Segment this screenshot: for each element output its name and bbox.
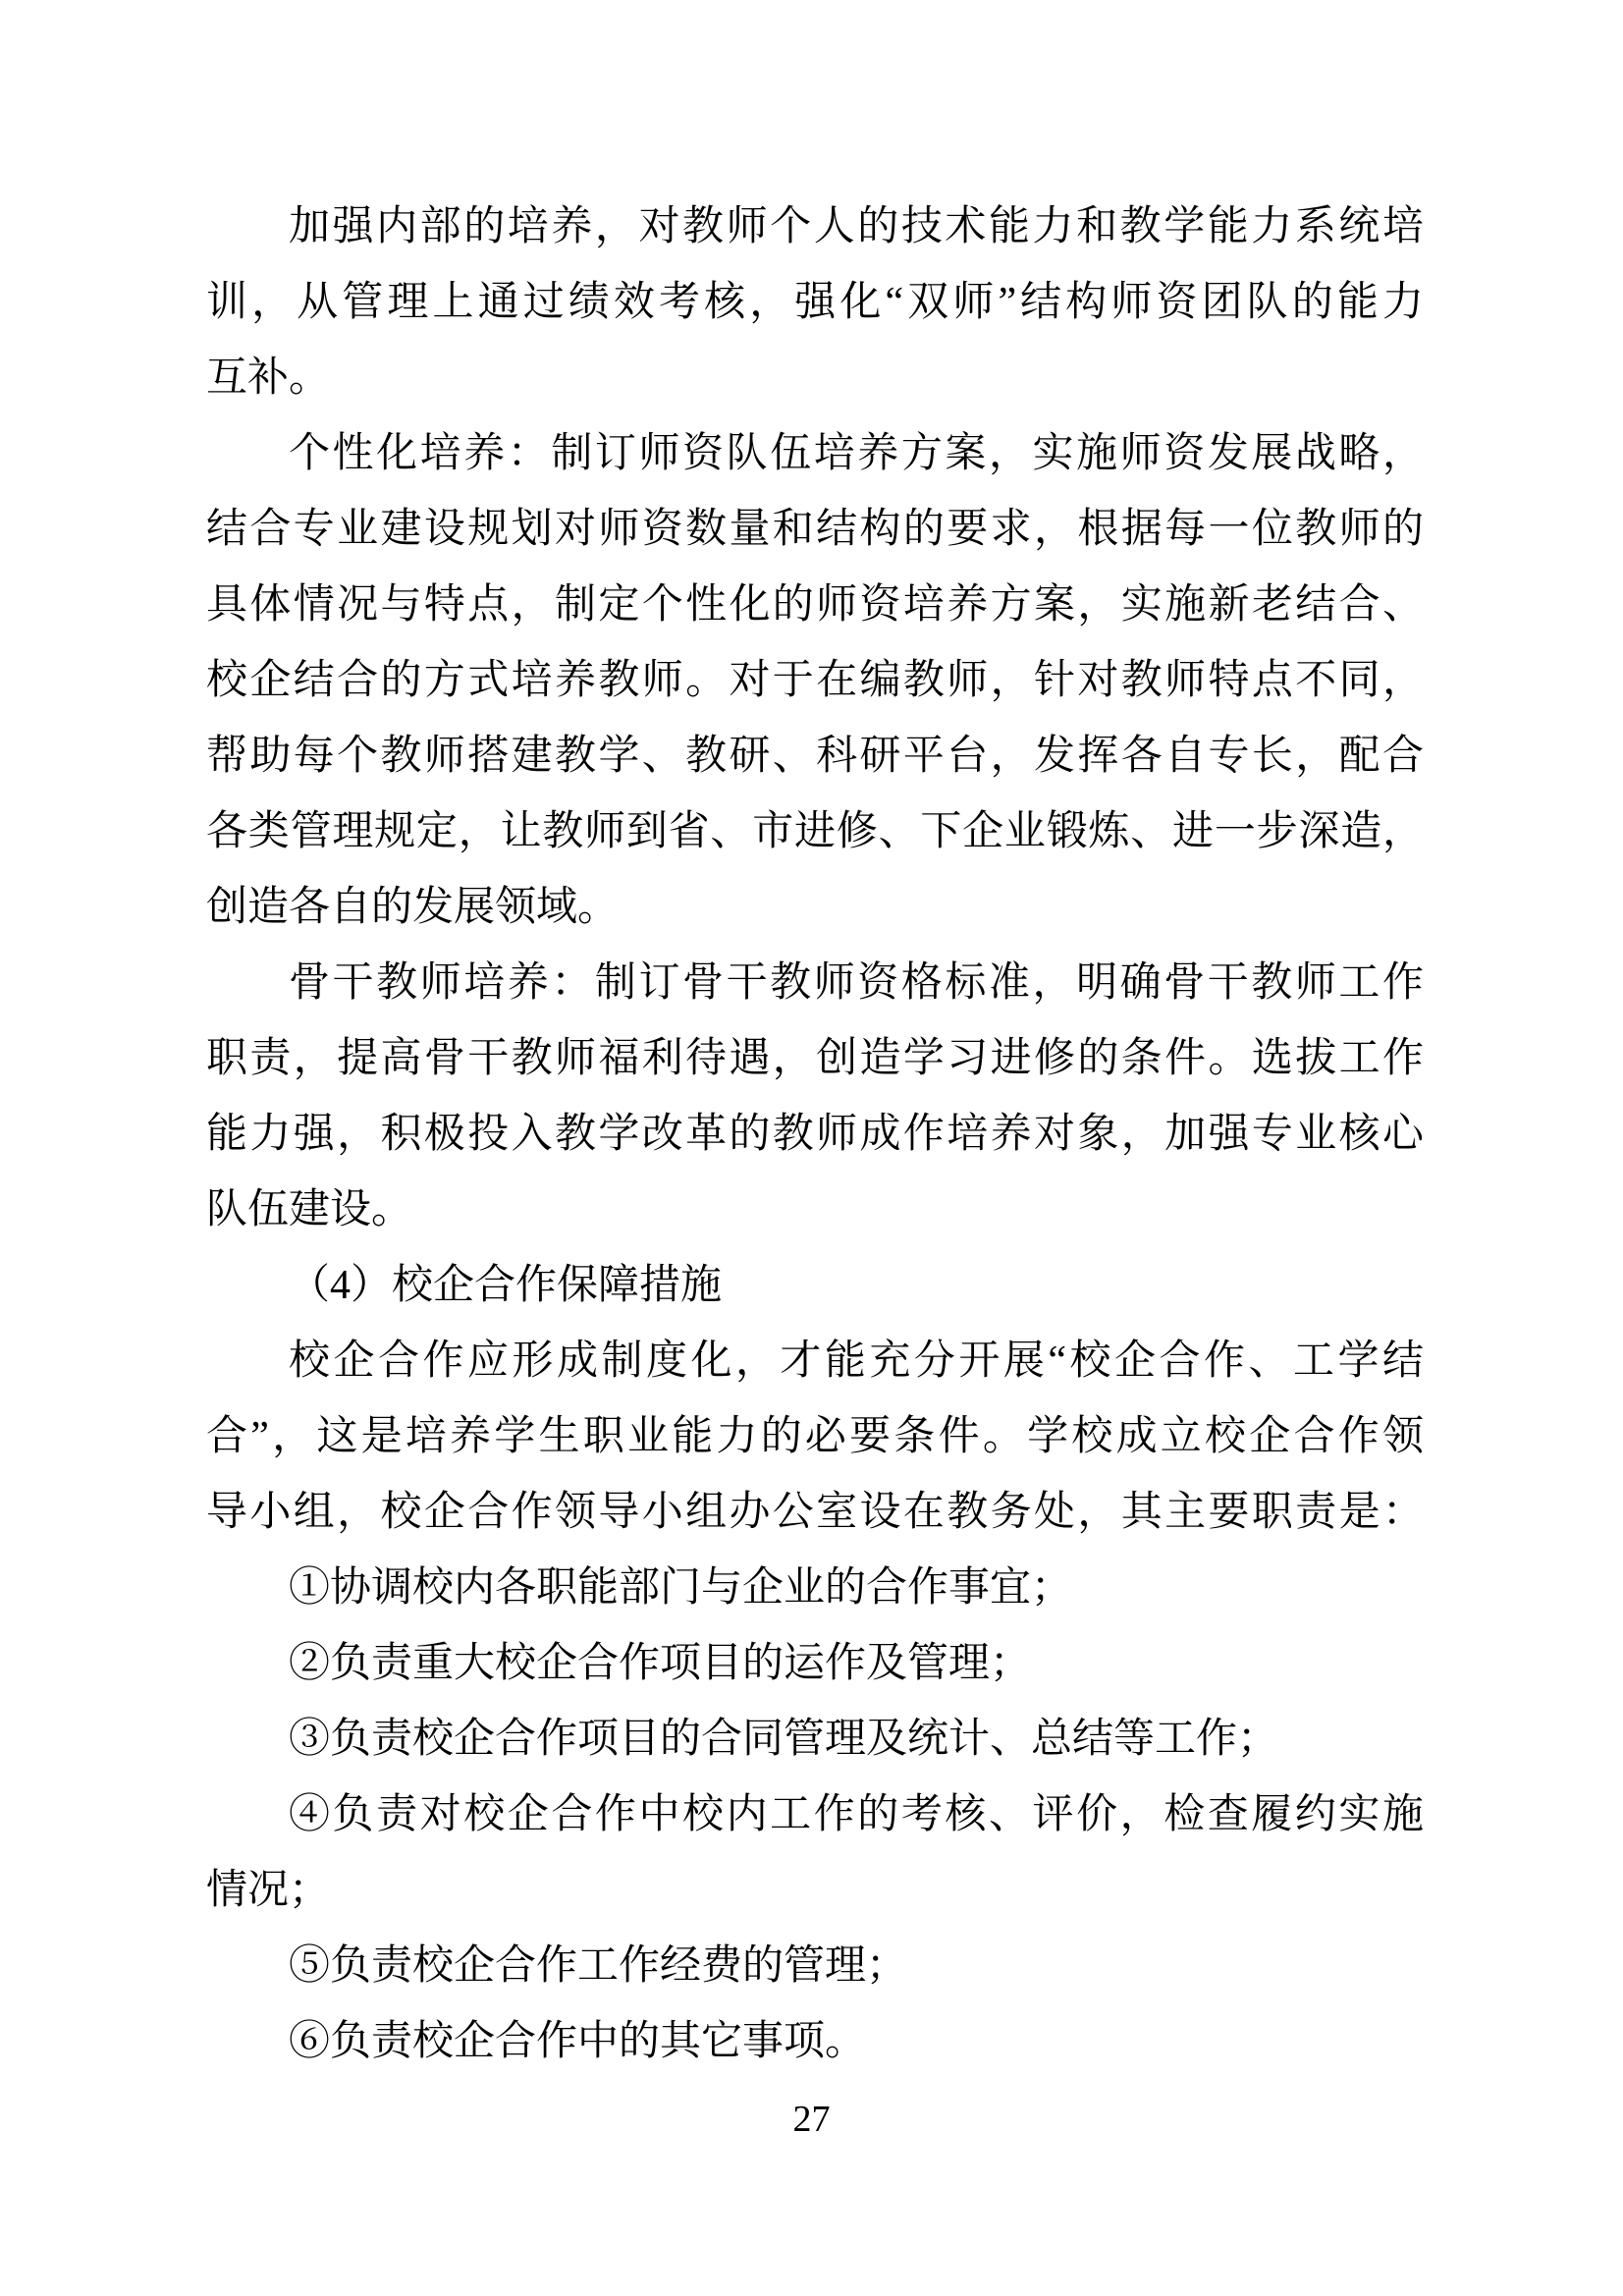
list-item-line: ④负责对校企合作中校内工作的考核、评价，检查履约实施 (289, 1792, 1424, 1837)
paragraph-line: 创造各自的发展领域。 (206, 885, 620, 930)
paragraph-line: 合”，这是培养学生职业能力的必要条件。学校成立校企合作领 (206, 1414, 1424, 1459)
paragraph-line: 各类管理规定，让教师到省、市进修、下企业锻炼、进一步深造， (206, 809, 1424, 854)
paragraph-line: 队伍建设。 (206, 1187, 413, 1232)
paragraph-line: 能力强，积极投入教学改革的教师成作培养对象，加强专业核心 (206, 1112, 1424, 1157)
paragraph-line: 职责，提高骨干教师福利待遇，创造学习进修的条件。选拔工作 (206, 1036, 1424, 1081)
list-item-line: ①协调校内各职能部门与企业的合作事宜； (289, 1565, 1073, 1611)
page-number: 27 (792, 2099, 831, 2140)
paragraph-line: 加强内部的培养，对教师个人的技术能力和教学能力系统培 (289, 204, 1424, 249)
paragraph-line: 个性化培养：制订师资队伍培养方案，实施师资发展战略， (289, 431, 1424, 476)
document-body (206, 190, 1424, 2080)
paragraph-line: 帮助每个教师搭建教学、教研、科研平台，发挥各自专长，配合 (206, 734, 1424, 779)
list-item-line: ③负责校企合作项目的合同管理及统计、总结等工作； (289, 1717, 1279, 1762)
list-item-line: ⑤负责校企合作工作经费的管理； (289, 1943, 908, 1989)
paragraph-line: 训，从管理上通过绩效考核，强化“双师”结构师资团队的能力 (206, 280, 1424, 325)
paragraph-line: 校企结合的方式培养教师。对于在编教师，针对教师特点不同， (206, 658, 1424, 703)
paragraph-line: 校企合作应形成制度化，才能充分开展“校企合作、工学结 (289, 1339, 1424, 1384)
list-item-line: ②负责重大校企合作项目的运作及管理； (289, 1641, 1032, 1686)
section-heading-line: （4）校企合作保障措施 (289, 1263, 723, 1308)
paragraph-line: 互补。 (206, 355, 331, 401)
paragraph-line: 具体情况与特点，制定个性化的师资培养方案，实施新老结合、 (206, 582, 1424, 628)
paragraph-line: 结合专业建设规划对师资数量和结构的要求，根据每一位教师的 (206, 507, 1424, 552)
list-item-line: ⑥负责校企合作中的其它事项。 (289, 2019, 867, 2064)
paragraph-line: 导小组，校企合作领导小组办公室设在教务处，其主要职责是： (206, 1490, 1424, 1535)
paragraph-line: 骨干教师培养：制订骨干教师资格标准，明确骨干教师工作 (289, 960, 1424, 1006)
list-item-line: 情况； (206, 1868, 331, 1913)
